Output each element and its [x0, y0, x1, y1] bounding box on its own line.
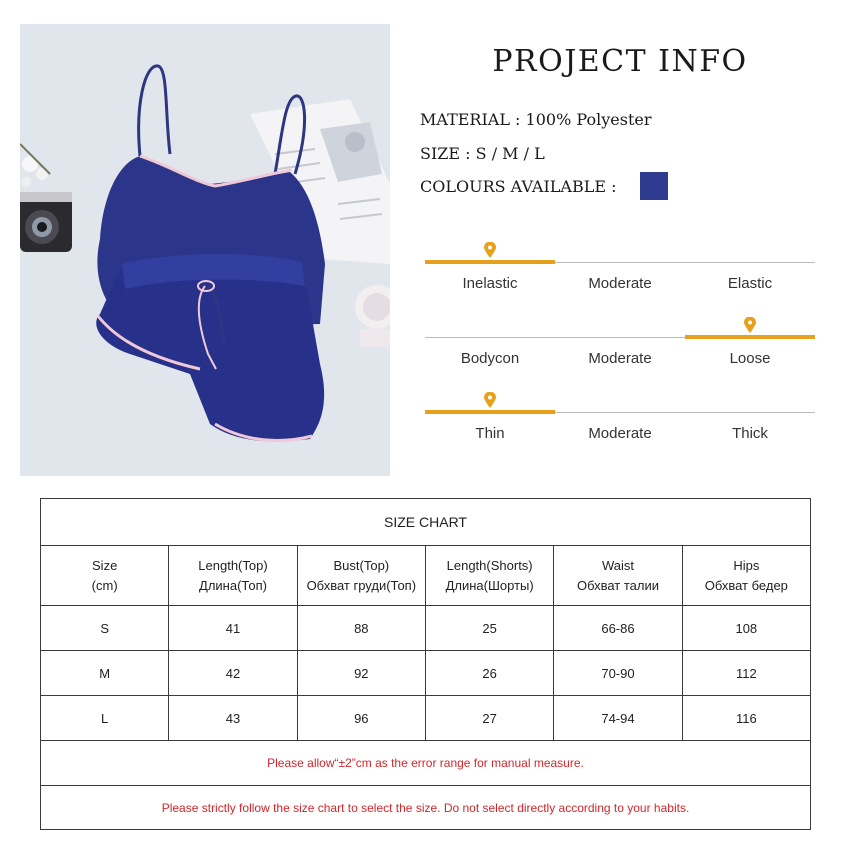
scale-selected-bar	[685, 335, 815, 339]
header-bust-top	[297, 546, 425, 606]
cell-size: S	[41, 606, 169, 651]
navy-colour-swatch[interactable]	[640, 172, 668, 200]
location-pin-icon	[484, 392, 496, 408]
perfume-prop	[355, 285, 390, 347]
scale-label-bodycon: Bodycon	[460, 350, 520, 367]
header-sub: Обхват талии	[576, 577, 659, 593]
product-photo	[20, 24, 390, 476]
header-length-top	[169, 546, 297, 606]
scale-label-thin: Thin	[475, 425, 505, 442]
cell-length-shorts: 26	[425, 651, 553, 696]
header-sub: Обхват бедер	[704, 577, 788, 593]
header-en: Bust(Top)	[333, 557, 390, 573]
cell-bust-top: 96	[297, 696, 425, 741]
cell-hips: 112	[682, 651, 810, 696]
table-row	[41, 696, 811, 741]
error-range-note: Please allow“±2”cm as the error range for manual measure.	[41, 741, 811, 786]
cell-bust-top: 92	[297, 651, 425, 696]
cell-waist: 66-86	[554, 606, 682, 651]
header-en: Hips	[733, 557, 760, 573]
header-en: Waist	[601, 557, 634, 573]
note-row	[41, 741, 811, 786]
header-sub: Обхват груди(Топ)	[306, 577, 417, 593]
note-row	[41, 786, 811, 830]
header-en: Length(Shorts)	[446, 557, 533, 573]
header-en: Length(Top)	[198, 557, 268, 573]
colours-available-label: COLOURS AVAILABLE :	[420, 177, 617, 196]
camera-prop	[20, 192, 72, 252]
cell-size: L	[41, 696, 169, 741]
location-pin-icon	[744, 317, 756, 333]
header-size	[41, 546, 169, 606]
elasticity-scale	[425, 250, 815, 300]
cell-waist: 70-90	[554, 651, 682, 696]
cell-length-shorts: 27	[425, 696, 553, 741]
table-header-row	[41, 546, 811, 606]
cell-length-top: 43	[169, 696, 297, 741]
size-chart-table	[40, 498, 811, 830]
project-info-title: PROJECT INFO	[492, 44, 748, 79]
scale-label-inelastic: Inelastic	[462, 275, 518, 292]
cell-length-top: 41	[169, 606, 297, 651]
scale-selected-bar	[425, 260, 555, 264]
scale-label-elastic: Elastic	[727, 275, 773, 292]
header-waist	[554, 546, 682, 606]
location-pin-icon	[484, 242, 496, 258]
header-hips	[682, 546, 810, 606]
size-spec: SIZE : S / M / L	[420, 144, 545, 163]
cell-length-top: 42	[169, 651, 297, 696]
fit-scale	[425, 325, 815, 375]
scale-selected-bar	[425, 410, 555, 414]
header-en: Size	[92, 557, 118, 573]
scale-label-moderate: Moderate	[588, 275, 652, 292]
header-sub: (cm)	[91, 577, 118, 593]
scale-label-thick: Thick	[732, 425, 768, 442]
table-row	[41, 651, 811, 696]
cell-hips: 108	[682, 606, 810, 651]
thickness-scale	[425, 400, 815, 450]
cell-size: M	[41, 651, 169, 696]
table-row	[41, 606, 811, 651]
header-length-shorts	[425, 546, 553, 606]
header-sub: Длина(Топ)	[199, 577, 267, 593]
size-chart-title: SIZE CHART	[41, 499, 811, 546]
header-sub: Длина(Шорты)	[445, 577, 534, 593]
scale-label-moderate: Moderate	[588, 425, 652, 442]
material-spec: MATERIAL : 100% Polyester	[420, 110, 652, 129]
scale-label-moderate: Moderate	[588, 350, 652, 367]
cell-waist: 74-94	[554, 696, 682, 741]
follow-size-chart-note: Please strictly follow the size chart to select the size. Do not select directly according to your habits.	[41, 786, 811, 830]
scale-label-loose: Loose	[729, 350, 771, 367]
cell-length-shorts: 25	[425, 606, 553, 651]
cell-hips: 116	[682, 696, 810, 741]
cell-bust-top: 88	[297, 606, 425, 651]
